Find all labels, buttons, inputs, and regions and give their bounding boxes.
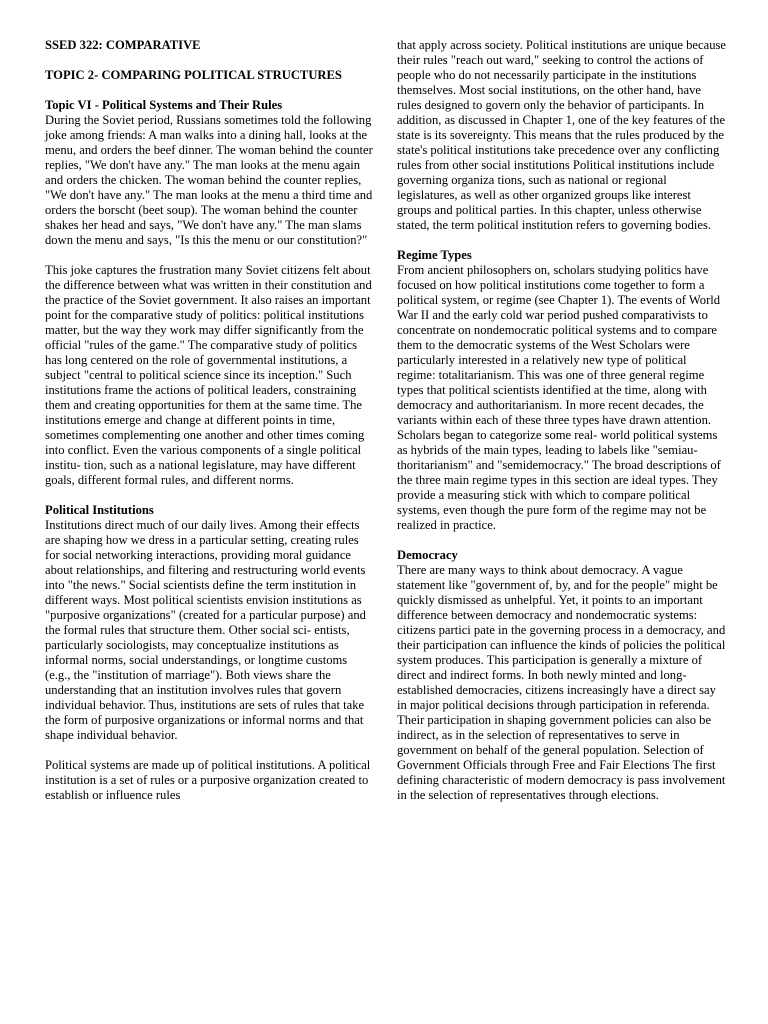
section-heading-regime-types: Regime Types <box>397 248 472 262</box>
paragraph-joke-analysis: This joke captures the frustration many Soviet citizens felt about the difference between what was written in their constitution and the practice of the Soviet government. It also raises an important point for the comparative study of politics: political institutions matter, but the way they work may differ significantly from the official "rules of the game." The comparative study of politics has long centered on the role of governmental institutions, a subject "central to political science since its inception." Such institutions frame the actions of political leaders, constraining them and creating opportunities for them at the same time. The institutions emerge and change at different points in time, sometimes complementing one another and other times coming into conflict. Even the various components of a single political institu- tion, such as a national legislature, may have different goals, different formal rules, and different norms. <box>45 263 372 487</box>
paragraph-regime-types: From ancient philosophers on, scholars studying politics have focused on how political institutions come together to form a political system, or regime (see Chapter 1). The events of World War II and the early cold war period pushed comparativists to concentrate on nondemocratic political systems and to compare them to the democratic systems of the West Scholars were particularly interested in a relatively new type of political regime: totalitarianism. This was one of three general regime types that political scientists identified at the time, along with democracy and authoritarianism. In more recent decades, the variants within each of these three types have drawn attention. Scholars began to categorize some real- world political systems as hybrids of the main types, leading to labels like "semiau- thoritarianism" and "semidemocracy." The broad descriptions of the three main regime types in this section are ideal types. They provide a measuring stick with which to compare political systems, even though the pure form of the regime may not be realized in practice. <box>397 263 721 532</box>
section-heading-political-institutions: Political Institutions <box>45 503 154 517</box>
course-title: SSED 322: COMPARATIVE <box>45 38 201 52</box>
paragraph-continued: that apply across society. Political institutions are unique because their rules "reach out ward," seeking to control the actions of people who do not necessarily participate in the institutions themselves. Most social institutions, on the other hand, have rules designed to govern only the behavior of participants. In addition, as discussed in Chapter 1, one of the key features of the state is its sovereignty. This means that the rules produced by the state's political institutions take precedence over any conflicting rules from other social institutions Political institutions include governing organiza tions, such as national or regional legislatures, as well as other organized groups like interest groups and political parties. In this chapter, unless otherwise stated, the term political institution refers to governing bodies. <box>397 38 726 232</box>
paragraph-political-systems: Political systems are made up of political institutions. A political institution is a set of rules or a purposive organization created to establish or influence rules <box>45 758 371 802</box>
paragraph-institutions-definition: Institutions direct much of our daily lives. Among their effects are shaping how we dress in a particular setting, creating rules for social networking interactions, providing moral guidance about relationships, and filtering and restructuring world events into "the news." Social scientists define the term institution in different ways. Most political scientists envision institutions as "purposive organizations" (created for a particular purpose) and the formal rules that structure them. Other social sci- entists, particularly sociologists, may conceptualize institutions as informal norms, social understandings, or longtime customs (e.g., the "institution of marriage"). Both views share the understanding that an institution involves rules that govern individual behavior. Thus, institutions are sets of rules that take the form of purposive organizations or informal norms and that shape individual behavior. <box>45 518 366 742</box>
section-heading-democracy: Democracy <box>397 548 458 562</box>
section-heading-political-systems: Topic VI - Political Systems and Their Rules <box>45 98 283 112</box>
right-column <box>397 38 727 803</box>
paragraph-soviet-joke: During the Soviet period, Russians sometimes told the following joke among friends: A man walks into a dining hall, looks at the menu, and orders the beef dinner. The woman behind the counter replies, "We don't have any." The man looks at the menu again and orders the chicken. The woman behind the counter replies, "We don't have any." The man looks at the menu a third time and orders the borscht (beet soup). The woman behind the counter shakes her head and says, "We don't have any." The man slams down the menu and says, "Is this the menu or our constitution?" <box>45 113 373 247</box>
paragraph-democracy: There are many ways to think about democracy. A vague statement like "government of, by, and for the people" might be quickly dismissed as unhelpful. Yet, it points to an important difference between democracy and nondemocratic systems: citizens partici pate in the governing process in a democracy, and their participation can influence the kinds of policies the political system produces. This participation is generally a mixture of direct and indirect forms. In both newly minted and long-established democracies, citizens increasingly have a direct say in major political decisions through participation in referenda. Their participation in shaping government policies can also be indirect, as in the selection of representatives to serve in government on behalf of the general population. Selection of Government Officials through Free and Fair Elections The first defining characteristic of modern democracy is pass involvement in the selection of representatives through elections. <box>397 563 726 802</box>
left-column <box>45 38 373 803</box>
topic-title: TOPIC 2- COMPARING POLITICAL STRUCTURES <box>45 68 342 82</box>
